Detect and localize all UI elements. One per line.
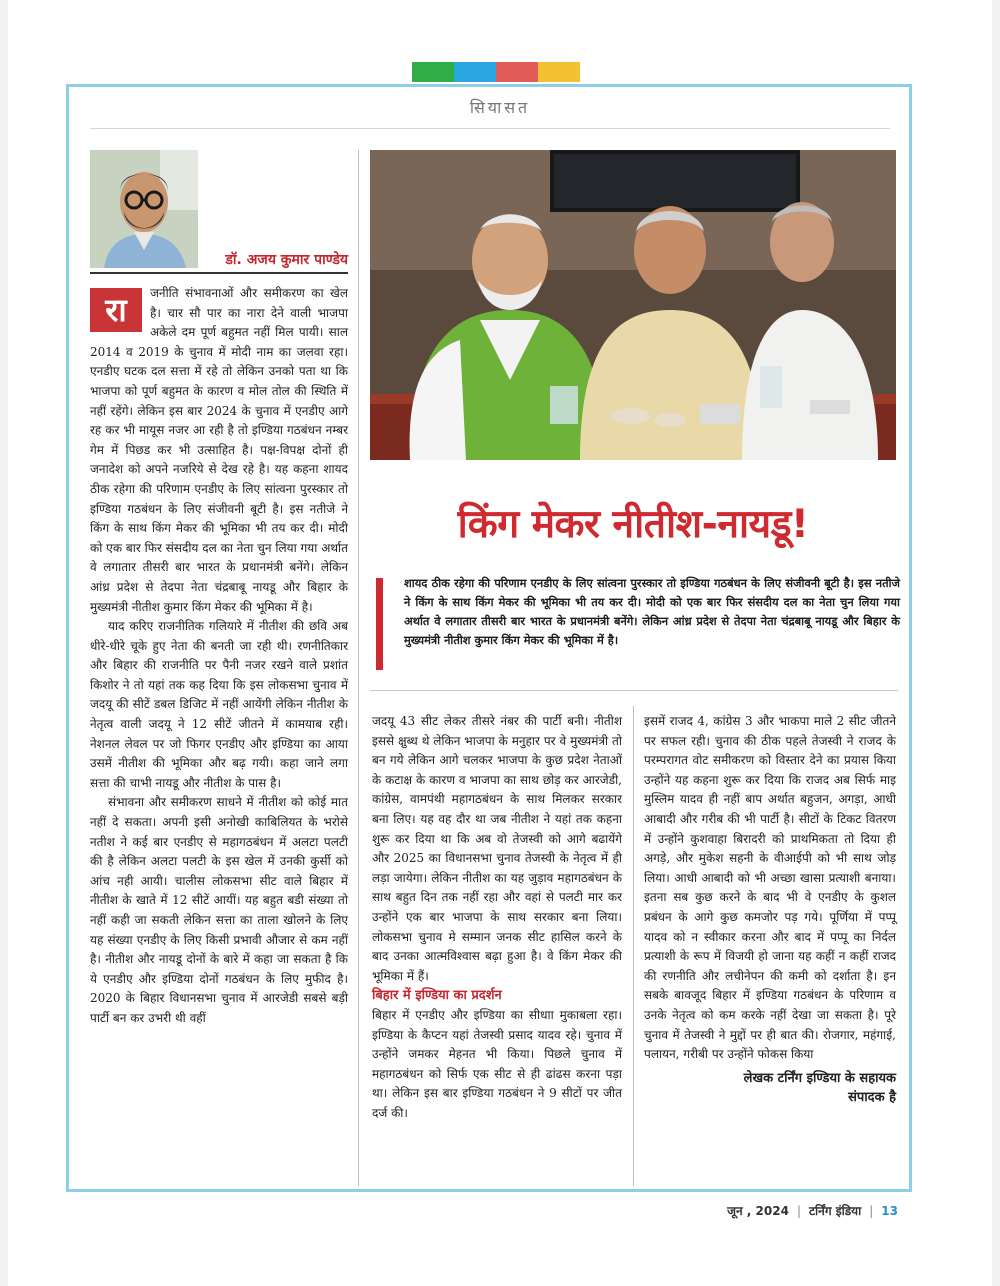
color-strip [412, 62, 580, 82]
byline-line: संपादक है [848, 1089, 896, 1105]
magazine-name: टर्निंग इंडिया [809, 1204, 862, 1218]
color-strip-green [412, 62, 454, 82]
pullquote-bar [376, 578, 383, 670]
section-label: सियासत [469, 98, 531, 117]
color-strip-blue [454, 62, 496, 82]
article-column-1 [90, 284, 348, 1029]
byline-line: लेखक टर्निंग इण्डिया के सहायक [743, 1070, 896, 1086]
paragraph-text: जनीति संभावनाओं और समीकरण का खेल है। चार सौ पार का नारा देने वाली भाजपा अकेले दम पूर्ण बहुमत नहीं मिल पायी। साल 2014 व 2019 के चुनाव में मोदी नाम का जलवा रहा। एनडीए घटक दल सत्ता में रहे तो लेकिन उनको पता था कि भाजपा को पूर्ण बहुमत के कारण व मोल तोल की स्थिति में नहीं रहेंगे। लेकिन इस बार 2024 के चुनाव में एनडीए आगे रह कर भी मायूस नजर आ रही है तो इण्डिया गठबंधन नम्बर गेम में पिछड कर भी उत्साहित है। पक्ष-विपक्ष दोनों ही जनादेश को अपने नजरिये से देख रहे है। यह कहना शायद ठीक रहेगा की परिणाम एनडीए के लिए सांत्वना पुरस्कार तो इण्डिया गठबंधन के लिए संजीवनी बूटी है। इस नतीजे ने किंग के साथ किंग मेकर की भूमिका भी तय कर दी। मोदी को एक बार फिर संसदीय दल का नेता चुन लिया गया अर्थात वे लगातार तीसरी बार भारत के प्रधानमंत्री बनेंगे। लेकिन आंध्र प्रदेश से तेदपा नेता चंद्रबाबू नायडू और बिहार के मुख्यमंत्री नीतीश कुमार किंग मेकर की भूमिका में है। [90, 286, 348, 614]
color-strip-red [496, 62, 538, 82]
leaders-photo [370, 150, 896, 460]
article-paragraph: याद करिए राजनीतिक गलियारे में नीतीश की छवि अब धीरे-धीरे चूके हुए नेता की बनती जा रही थी। रणनीतिकार और बिहार की राजनीति पर पैनी नजर रखने वाले प्रशांत किशोर ने तो यहां तक कह दिया कि इस लोकसभा चुनाव में जदयू की सीटें डबल डिजिट में नहीं आयेंगी लेकिन नीतीश के नेतृत्व वाली जदयू ने 12 सीटें जीतने में कामयाब रही। नेशनल लेवल पर जो फिगर एनडीए और इण्डिया का आया उसमें नीतीश की भूमिका और बढ़ गयी। कहा जाने लगा सत्ता की चाभी नायडू और नीतीश के पास है। [90, 619, 348, 790]
footer-separator: | [869, 1203, 874, 1218]
article-column-3 [644, 712, 896, 1107]
column-divider [358, 150, 359, 1186]
author-byline [644, 1069, 896, 1107]
footer-separator: | [796, 1203, 801, 1218]
leaders-meeting-illustration [370, 150, 896, 460]
section-divider [90, 128, 890, 129]
headline: किंग मेकर नीतीश-नायडू! [457, 502, 809, 547]
magazine-page [8, 0, 992, 1286]
subheading: बिहार में इण्डिया का प्रदर्शन [372, 988, 502, 1004]
page-footer [727, 1202, 898, 1219]
article-paragraph: बिहार में एनडीए और इण्डिया का सीधाा मुकाबला रहा। इण्डिया के कैप्टन यहां तेजस्वी प्रसाद यादव रहे। चुनाव में उन्होंने जमकर मेहनत भी किया। पिछले चुनाव में महागठबंधन को सिर्फ एक सीट से ही ढांढस करना पड़ा था। लेकिन इस बार इण्डिया गठबंधन ने 9 सीटों पर जीत दर्ज की। [372, 1007, 622, 1120]
pullquote: शायद ठीक रहेगा की परिणाम एनडीए के लिए सांत्वना पुरस्कार तो इण्डिया गठबंधन के लिए संजीवनी बूटी है। इस नतीजे ने किंग के साथ किंग मेकर की भूमिका भी तय कर दी। मोदी को एक बार फिर संसदीय दल का नेता चुन लिया गया अर्थात वे लगातार तीसरी बार भारत के प्रधानमंत्री बनेंगे। लेकिन आंध्र प्रदेश से तेदपा नेता चंद्रबाबू नायडू और बिहार के मुख्यमंत्री नीतीश कुमार किंग मेकर की भूमिका में है। [404, 576, 900, 647]
drop-cap: रा [90, 288, 142, 332]
author-name: डॉ. अजय कुमार पाण्डेय [225, 252, 348, 268]
article-paragraph [90, 284, 348, 617]
article-column-2 [372, 712, 622, 1123]
column-divider [633, 706, 634, 1186]
page-number: 13 [881, 1203, 898, 1218]
color-strip-yellow [538, 62, 580, 82]
article-paragraph: जदयू 43 सीट लेकर तीसरे नंबर की पार्टी बनी। नीतीश इससे क्षुब्ध थे लेकिन भाजपा के मनुहार पर वे मुख्यमंत्री तो बन गये लेकिन आगे चलकर भाजपा के कुछ प्रदेश नेताओं के कटाक्ष के कारण व भाजपा का साथ छोड़ कर आरजेडी, कांग्रेस, वामपंथी महागठबंधन के साथ मिलकर सरकार बना लिए। यह वह दौर था जब नीतीश ने यहां तक कहना शुरू कर दिया था कि अब वो तेजस्वी को आगे बढायेंगे और 2025 का विधानसभा चुनाव तेजस्वी के नेतृत्व में ही लड़ा जायेगा। लेकिन नीतीश का यह जुड़ाव महागठबंधन के साथ बहुत दिन तक नहीं रहा और वहां से पलटी मार कर उन्होंने एक बार भाजपा के साथ सरकार बना लिया। लोकसभा चुनाव मे सम्मान जनक सीट हासिल करने के बाद उनका आत्मविश्वास बढ़ा हुआ है। वे किंग मेकर की भूमिका में हैं। [372, 714, 622, 983]
pullquote-divider [370, 690, 898, 691]
article-paragraph: संभावना और समीकरण साधने में नीतीश को कोई मात नहीं दे सकता। अपनी इसी अनोखी काबिलियत के भरोसे नतीश ने कई बार एनडीए से महागठबंधन में अलटा पलटी की है लेकिन अलटा पलटी के इस खेल में उनकी कुर्सी को आंच नही आयी। चालीस लोकसभा सीट वाले बिहार में नीतीश के खाते में 12 सीटें आयीं। यह बहुत बडी संख्या तो नहीं कही जा सकती लेकिन सत्ता का ताला खोलने के लिए यह संख्या एनडीए के लिए किसी प्रभावी औजार से कम नहीं है। नीतीश और नायडू दोनों के बारे में कहा जा सकता है कि ये एनडीए और इण्डिया दोनों गठबंधन के लिए मुफीद है। 2020 के बिहार विधानसभा चुनाव में आरजेडी सबसे बड़ी पार्टी बन कर उभरी थी वहीं [90, 795, 348, 1025]
article-paragraph: इसमें राजद 4, कांग्रेस 3 और भाकपा माले 2 सीट जीतने पर सफल रही। चुनाव की ठीक पहले तेजस्वी ने राजद के परम्परागत वोट समीकरण को विस्तार देने का प्रयास किया उन्होंने यह कहना शुरू कर दिया कि राजद अब सिर्फ माइ मुस्लिम यादव ही नहीं बाप अर्थात बहुजन, अगड़ा, आधी आबादी और गरीब की भी पार्टी है। सीटों के टिकट वितरण में उन्होंने कुशवाहा बिरादरी को प्राथमिकता तो दिया ही अगड़े, और मुकेश सहनी के वीआईपी को भी साथ जोड़ लिया। आधी आबादी को भी अच्छा खासा प्रत्याशी बनाया। इतना सब कुछ करने के बाद भी वे एनडीए के कुशल प्रबंधन के आगे कुछ कमजोर पड़ गये। पूर्णिया में पप्पू यादव को न स्वीकार करना और बाद में पप्पू का निर्दल प्रत्याशी के रूप में विजयी हो जाना यह कहीं न कहीं राजद की रणनीति और लचीनेपन की कमी को दर्शाता है। इन सबके बावजूद बिहार में इण्डिया गठबंधन के परिणाम व उनके नेतृत्व को कम करके नहीं देखा जा सकता है। पूरे चुनाव में तेजस्वी ने मुद्दों पर ही बात की। रोजगार, महंगाई, पलायन, गरीबी पर उन्होंने फोकस किया [644, 714, 896, 1062]
author-divider [90, 272, 348, 274]
issue-date: जून , 2024 [727, 1204, 789, 1218]
